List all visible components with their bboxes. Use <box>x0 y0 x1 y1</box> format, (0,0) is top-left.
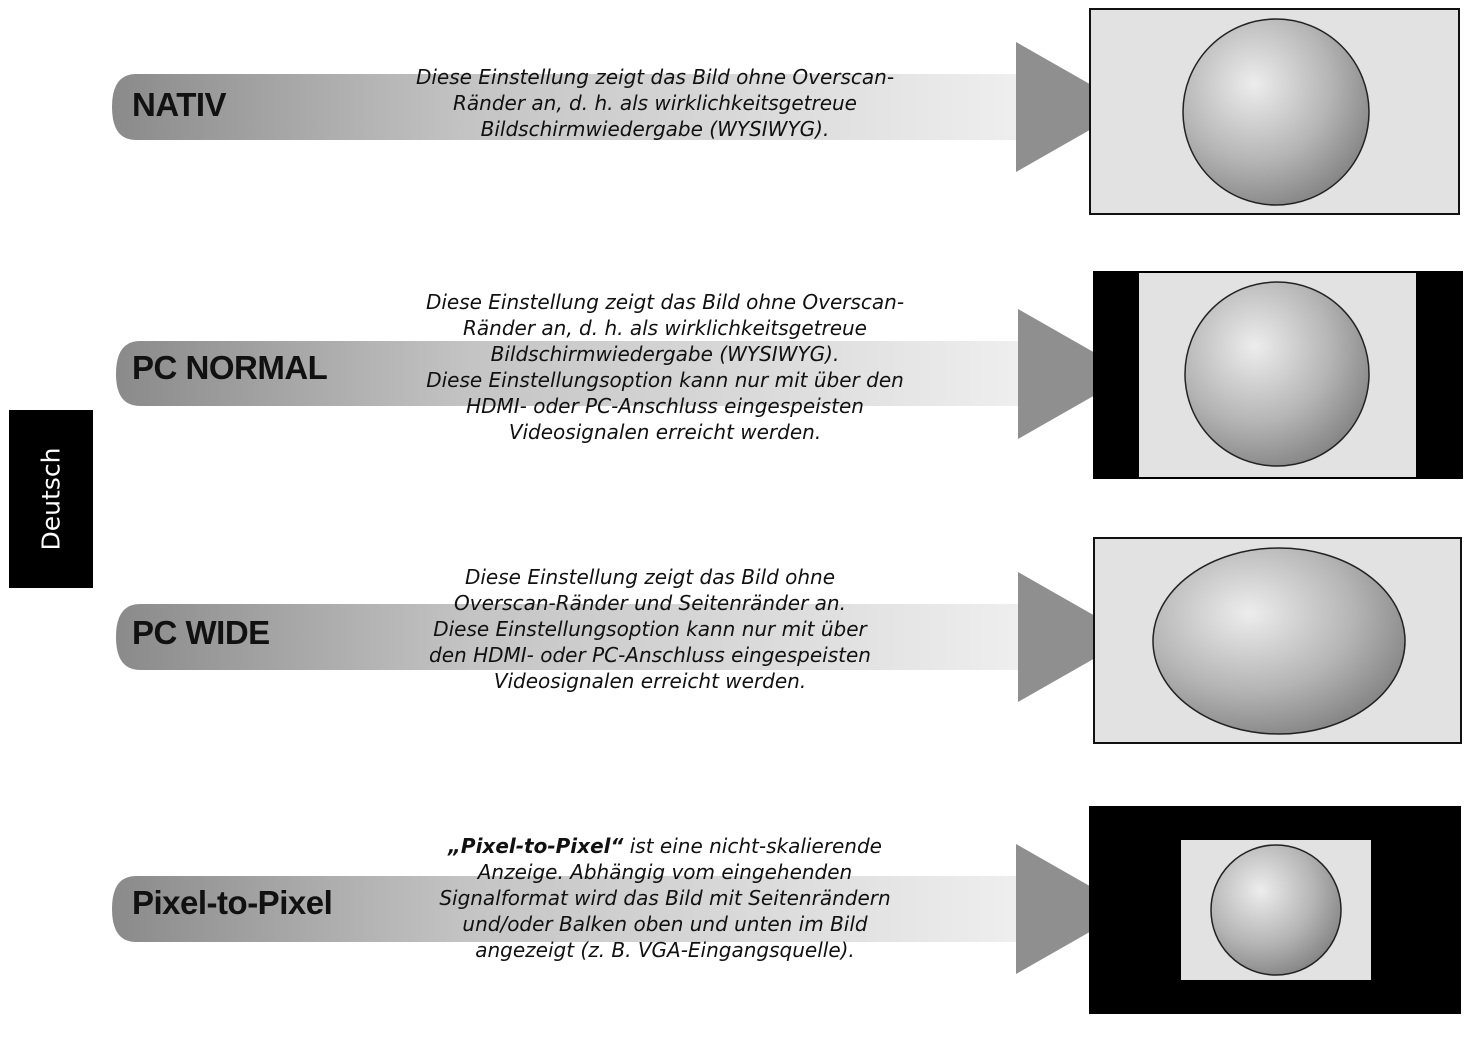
description-line: Diese Einstellung zeigt das Bild ohne Overscan- <box>415 65 895 89</box>
description-line: HDMI- oder PC-Anschluss eingespeisten <box>466 394 864 418</box>
description-text: ist eine nicht-skalierende <box>623 834 882 858</box>
description-line: Ränder an, d. h. als wirklichkeitsgetreue <box>452 91 857 115</box>
description-line: Bildschirmwiedergabe (WYSIWYG). <box>490 342 840 366</box>
description-line: Diese Einstellung zeigt das Bild ohne Overscan- <box>425 290 905 314</box>
description-line: den HDMI- oder PC-Anschluss eingespeisten <box>429 643 871 667</box>
screen-preview-pixel-to-pixel <box>1089 806 1461 1014</box>
mode-description <box>400 289 930 445</box>
mode-row-pixel-to-pixel <box>0 800 1468 1050</box>
description-line: und/oder Balken oben und unten im Bild <box>462 912 868 936</box>
description-line: Diese Einstellungsoption kann nur mit über den <box>426 368 904 392</box>
mode-description <box>420 833 910 963</box>
screen-preview-pc-wide <box>1093 537 1463 745</box>
description-line: Ränder an, d. h. als wirklichkeitsgetreue <box>462 316 867 340</box>
language-tab-label: Deutsch <box>36 447 66 551</box>
description-line: Overscan-Ränder und Seitenränder an. <box>454 591 846 615</box>
mode-label: Pixel-to-Pixel <box>132 884 333 921</box>
mode-label: NATIV <box>132 86 227 123</box>
description-line: Signalformat wird das Bild mit Seitenrändern <box>439 886 891 910</box>
mode-row-pc-normal <box>0 265 1468 515</box>
description-line: Anzeige. Abhängig vom eingehenden <box>477 860 853 884</box>
description-line: angezeigt (z. B. VGA-Eingangsquelle). <box>475 938 855 962</box>
description-emphasis: „Pixel-to-Pixel“ <box>448 834 624 858</box>
mode-row-nativ <box>0 0 1468 250</box>
description-line <box>420 833 910 859</box>
screen-preview-nativ <box>1089 8 1461 216</box>
mode-label: PC WIDE <box>132 614 270 651</box>
description-line: Diese Einstellung zeigt das Bild ohne <box>464 565 836 589</box>
mode-row-pc-wide <box>0 530 1468 780</box>
mode-description <box>395 64 915 142</box>
screen-preview-pc-normal <box>1093 271 1463 479</box>
mode-description <box>400 564 900 694</box>
description-line: Bildschirmwiedergabe (WYSIWYG). <box>480 117 830 141</box>
description-line: Videosignalen erreicht werden. <box>508 420 822 444</box>
description-line: Videosignalen erreicht werden. <box>493 669 807 693</box>
description-line: Diese Einstellungsoption kann nur mit über <box>433 617 867 641</box>
mode-label: PC NORMAL <box>132 349 328 386</box>
